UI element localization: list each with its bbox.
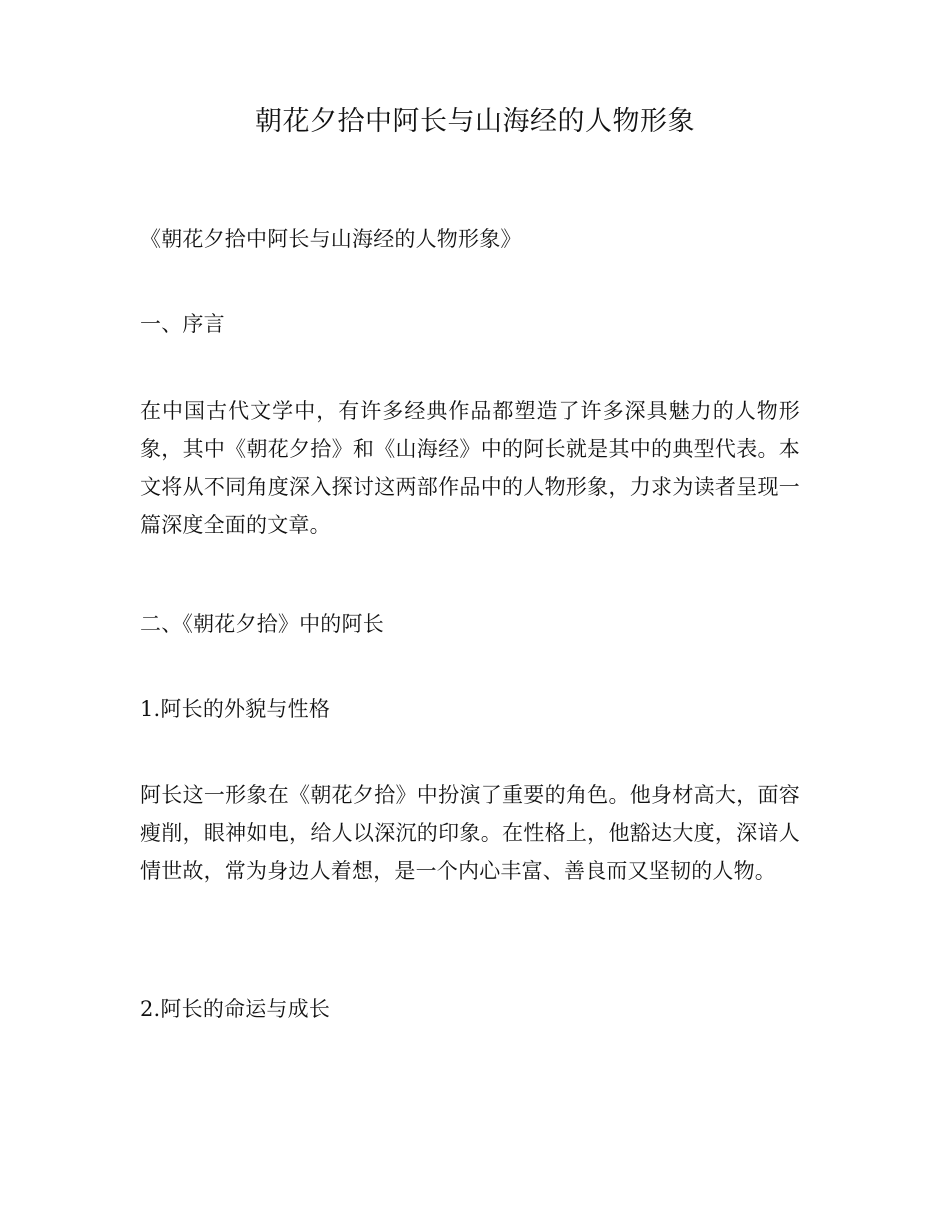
document-subtitle: 《朝花夕拾中阿长与山海经的人物形象》	[140, 227, 522, 251]
subheading-appearance-personality: 1.阿长的外貌与性格	[140, 697, 331, 721]
intro-paragraph: 在中国古代文学中，有许多经典作品都塑造了许多深具魅力的人物形象，其中《朝花夕拾》和《山海经》中的阿长就是其中的典型代表。本文将从不同角度深入探讨这两部作品中的人物形象，力求为读者呈现一篇深度全面的文章。	[140, 399, 800, 537]
appearance-personality-paragraph: 阿长这一形象在《朝花夕拾》中扮演了重要的角色。他身材高大，面容瘦削，眼神如电，给人以深沉的印象。在性格上，他豁达大度，深谙人情世故，常为身边人着想，是一个内心丰富、善良而又坚韧的人物。	[140, 783, 800, 883]
section-heading-intro: 一、序言	[140, 312, 225, 336]
document-title: 朝花夕拾中阿长与山海经的人物形象	[255, 106, 695, 137]
subheading-fate-growth: 2.阿长的命运与成长	[140, 997, 331, 1021]
section-heading-part2: 二、《朝花夕拾》中的阿长	[140, 612, 384, 636]
